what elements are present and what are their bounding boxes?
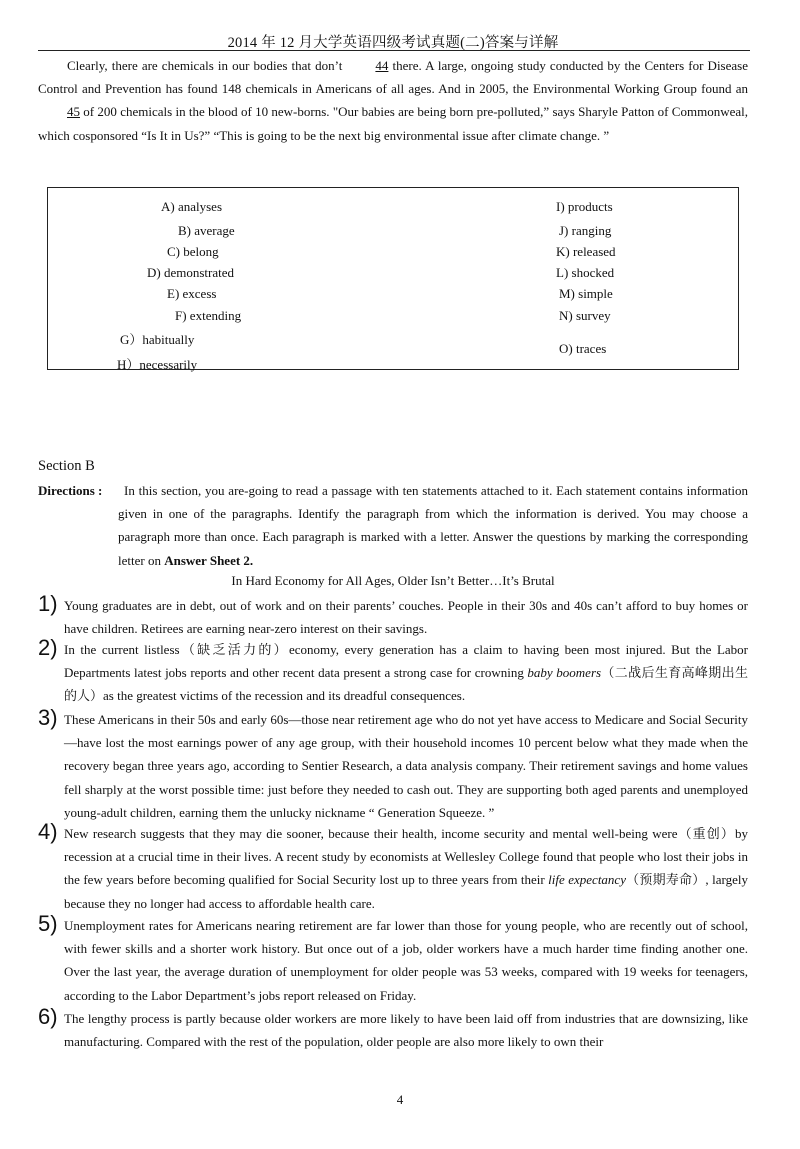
paragraph-number: 6) — [38, 1004, 58, 1029]
paragraph-number: 1) — [38, 591, 58, 616]
passage-paragraph-6 — [64, 1007, 748, 1053]
paragraph-number: 2) — [38, 635, 58, 660]
passage-paragraph-4 — [64, 822, 748, 915]
word-bank-option: E) excess — [167, 286, 217, 301]
page-header-title: 2014 年 12 月大学英语四级考试真题(二)答案与详解 — [227, 35, 559, 51]
directions-paragraph — [118, 479, 748, 572]
intro-text-part-3: of 200 chemicals in the blood of 10 new-borns. "Our babies are being born pre-polluted,” says Sharyle Patton of Commonweal, which cosponsored “Is It in Us?” “This is going to be the next big environmental issue after climate change. ” — [38, 104, 748, 143]
word-bank-option: D) demonstrated — [147, 265, 235, 280]
blank-44: 44 — [375, 58, 389, 73]
paragraph-number: 4) — [38, 819, 58, 844]
word-bank-option: B) average — [178, 223, 235, 238]
paragraph-text-part: （预期寿命）, largely because they no longer had access to affordable health care. — [64, 872, 748, 911]
word-bank-option: M) simple — [559, 286, 613, 301]
paragraph-text-part: In the current listless（缺乏活力的）economy, every generation has a claim to having been most injured. But the Labor Departments latest jobs reports and other recent data present a strong case for crowning — [64, 642, 748, 681]
directions-label: Directions : — [38, 483, 103, 498]
paragraph-text-part: （二战后生育高峰期出生的人）as the greatest victims of the recession and its dreadful consequences. — [64, 665, 748, 704]
blank-45: 45 — [67, 104, 80, 120]
paragraph-text: Unemployment rates for Americans nearing retirement are far lower than those for young people, who are recently out of school, with fewer skills and a shorter work history. But once out of a job, older workers have a much harder time finding another one. Over the last year, the average duration of unemployment for older people was 53 weeks, compared with 19 weeks for teenagers, according to the Labor Department’s jobs report released on Friday. — [64, 918, 748, 1003]
passage-title: In Hard Economy for All Ages, Older Isn’t Better…It’s Brutal — [231, 573, 555, 588]
word-bank-option: A) analyses — [161, 199, 223, 214]
intro-text-part-2: there. A large, ongoing study conducted by the Centers for Disease Control and Prevention has found 148 chemicals in Americans of all ages. And in 2005, the Environmental Working Group found an — [38, 58, 748, 97]
section-b-title: Section B — [38, 458, 95, 474]
paragraph-text: The lengthy process is partly because older workers are more likely to have been laid off from industries that are downsizing, like manufacturing. Compared with the rest of the population, older people are also more likely to own their — [64, 1011, 748, 1050]
directions-body: In this section, you are-going to read a passage with ten statements attached to it. Each statement contains information given in one of the paragraphs. Identify the paragraph from which the information is derived. You may choose a paragraph more than once. Each paragraph is marked with a letter. Answer the questions by marking the corresponding letter on — [118, 483, 748, 568]
word-bank-box — [47, 187, 739, 370]
paragraph-text-part: New research suggests that they may die sooner, because their health, income security and mental well-being were（重创）by recession at a crucial time in their lives. A recent study by economists at Wellesley College found that people who lost their jobs in the few years before becoming qualified for Social Security lost up to three years from their — [64, 826, 748, 888]
word-bank-option: I) products — [556, 199, 613, 214]
paragraph-italic-term: life expectancy — [548, 872, 626, 888]
passage-paragraph-1 — [64, 594, 748, 640]
paragraph-text: Young graduates are in debt, out of work and on their parents’ couches. People in their 30s and 40s can’t afford to buy homes or have children. Retirees are earning near-zero interest on their savings. — [64, 598, 748, 637]
word-bank-option: J) ranging — [559, 223, 612, 238]
header-rule — [38, 50, 750, 51]
word-bank-option: F) extending — [175, 308, 242, 323]
word-bank-option: L) shocked — [556, 265, 615, 280]
word-bank-option: H）necessarily — [117, 357, 198, 372]
word-bank-option: K) released — [556, 244, 616, 259]
word-bank-option: C) belong — [167, 244, 219, 259]
word-bank-option: N) survey — [559, 308, 611, 323]
paragraph-text: These Americans in their 50s and early 60s—those near retirement age who do not yet have access to Medicare and Social Security—have lost the most earnings power of any age group, with their household incomes 10 percent below what they made when the recovery began three years ago, according to Sentier Research, a data analysis company. Their retirement savings and home values fell sharply at the worst possible time: just before they needed to cash out. They are supporting both aged parents and unemployed young-adult children, earning them the unlucky nickname “ Generation Squeeze. ” — [64, 712, 748, 820]
page-number: 4 — [396, 1092, 404, 1107]
paragraph-number: 5) — [38, 911, 58, 936]
intro-text-part-1: Clearly, there are chemicals in our bodies that don’t — [67, 58, 347, 73]
intro-paragraph — [38, 54, 748, 147]
word-bank-option: O) traces — [559, 341, 607, 356]
passage-paragraph-2 — [64, 638, 748, 708]
paragraph-number: 3) — [38, 705, 58, 730]
directions-answer-sheet: Answer Sheet 2. — [164, 552, 254, 568]
word-bank-option: G）habitually — [120, 332, 195, 347]
directions-text — [118, 479, 748, 572]
paragraph-text — [64, 638, 748, 708]
passage-paragraph-5 — [64, 914, 748, 1007]
intro-text — [38, 54, 748, 147]
paragraph-text — [64, 822, 748, 915]
passage-paragraph-3 — [64, 708, 748, 824]
paragraph-italic-term: baby boomers — [527, 665, 602, 681]
